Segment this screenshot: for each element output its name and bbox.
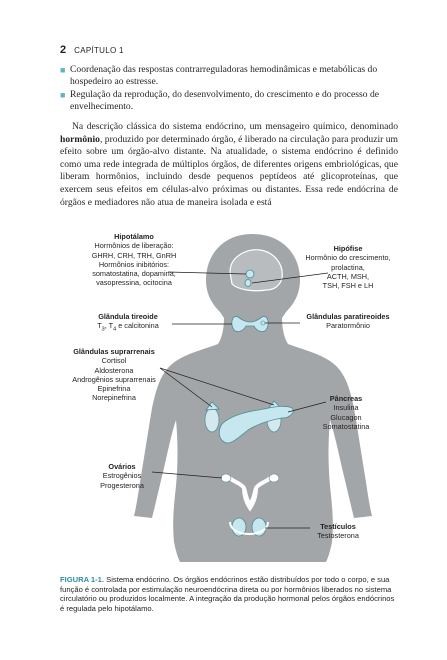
ovary-right	[269, 474, 279, 482]
thyroid-t-text: T	[97, 321, 102, 331]
pancreas-title: Pâncreas	[329, 394, 363, 403]
hypothalamus-line: GHRH, CRH, TRH, GnRH	[91, 250, 177, 260]
paragraph-text-end: , produzido por determinado órgão, é liberado na circulação para produzir um efeito sobre um órgão-alvo distante. Na atualidade, o sistema endócrino é definido como uma rede integrada de múltiplos órgãos, de diferentes origens embriológicas, que liberam hormônios, incluindo desde pequenos peptídeos até glicoproteínas, que exercem seus efeitos em células-alvo próximas ou distantes. Essa rede endócrina de órgãos e mediadores não atua de maneira isolada e está	[60, 133, 398, 208]
ovaries-line: Estrogênios	[102, 471, 142, 481]
list-item	[60, 89, 397, 113]
thyroid-sub-4: 4	[113, 326, 117, 333]
adrenal-line: Epinefrina	[97, 384, 131, 394]
endocrine-figure	[60, 232, 398, 562]
pituitary-line: prolactina,	[331, 262, 365, 272]
thyroid-label	[78, 312, 178, 335]
thyroid-calcitonin-text: e calcitonina	[116, 321, 159, 331]
bullet-icon: ■	[60, 65, 66, 75]
body-paragraph	[60, 121, 398, 209]
hypothalamus-line: somatostatina, dopamina,	[92, 269, 176, 279]
bullet-list	[60, 64, 397, 114]
pancreas-line: Somatostatina	[322, 421, 370, 431]
testes-line: Testosterona	[317, 531, 359, 541]
pancreas-line: Glucagon	[330, 412, 362, 422]
figure-caption	[60, 575, 398, 613]
bullet-text: Coordenação das respostas contrarreguladoras hemodinâmicas e metabólicas do hospedeiro ao estresse.	[70, 64, 378, 87]
pituitary-gland	[245, 280, 251, 287]
thyroid-t4-text: , T	[104, 321, 114, 331]
adrenal-title: Glândulas suprarrenais	[73, 347, 155, 356]
hypothalamus-label	[74, 232, 194, 288]
pituitary-line: TSH, FSH e LH	[322, 281, 374, 291]
paragraph-bold-term: hormônio	[60, 133, 100, 145]
ovary-left	[221, 474, 231, 482]
pancreas-label	[308, 394, 384, 431]
parathyroid-title: Glândulas paratireoides	[306, 312, 390, 321]
testes-label	[298, 522, 378, 541]
adrenal-line: Norepinefrina	[92, 393, 136, 403]
adrenal-line: Androgênios suprarrenais	[72, 374, 156, 384]
chapter-label: CAPÍTULO 1	[74, 46, 124, 55]
paragraph-text-start: Na descrição clássica do sistema endócrino, um mensageiro químico, denominado	[72, 121, 398, 132]
page-number: 2	[60, 44, 67, 56]
ovaries-line: Progesterona	[100, 480, 144, 490]
thyroid-sub-3: 3	[101, 326, 105, 333]
list-item	[60, 64, 397, 88]
pancreas-line: Insulina	[333, 403, 359, 413]
page-header	[60, 40, 124, 58]
bullet-icon: ■	[60, 90, 66, 100]
pituitary-label	[298, 244, 398, 290]
bullet-text: Regulação da reprodução, do desenvolvimento, do crescimento e do processo de envelhecimento.	[70, 89, 380, 112]
parathyroid-label	[298, 312, 398, 331]
adrenal-line: Aldosterona	[94, 365, 134, 375]
pituitary-line: Hormônio do crescimento,	[305, 253, 391, 263]
thyroid-title: Glândula tireoide	[98, 312, 158, 321]
adrenal-line: Cortisol	[101, 356, 127, 366]
adrenal-label	[60, 347, 168, 403]
hypothalamus-gland	[246, 270, 254, 278]
parathyroid-gland	[261, 321, 265, 325]
ovaries-label	[90, 462, 154, 490]
caption-label: FIGURA 1-1.	[60, 575, 105, 584]
kidney-left	[205, 408, 219, 432]
hypothalamus-line: Hormônios de liberação:	[94, 241, 174, 251]
caption-text: Sistema endócrino. Os órgãos endócrinos estão distribuídos por todo o corpo, e sua função é controlada por estimulação neuroendócrina direta ou por hormônios liberados no sistema circulatório ou produzidos localmente. A integração da produção hormonal pelos órgãos endócrinos é regulada pelo hipotálamo.	[60, 575, 395, 613]
ovaries-title: Ovários	[108, 462, 136, 471]
pituitary-title: Hipófise	[333, 244, 363, 253]
hypothalamus-line: vasopressina, ocitocina	[96, 278, 172, 288]
parathyroid-line: Paratormônio	[326, 321, 370, 331]
testes-title: Testículos	[320, 522, 356, 531]
thyroid-line	[78, 321, 178, 335]
hypothalamus-line: Hormônios inibitórios:	[98, 259, 170, 269]
pituitary-line: ACTH, MSH,	[326, 271, 370, 281]
hypothalamus-title: Hipotálamo	[114, 232, 154, 241]
